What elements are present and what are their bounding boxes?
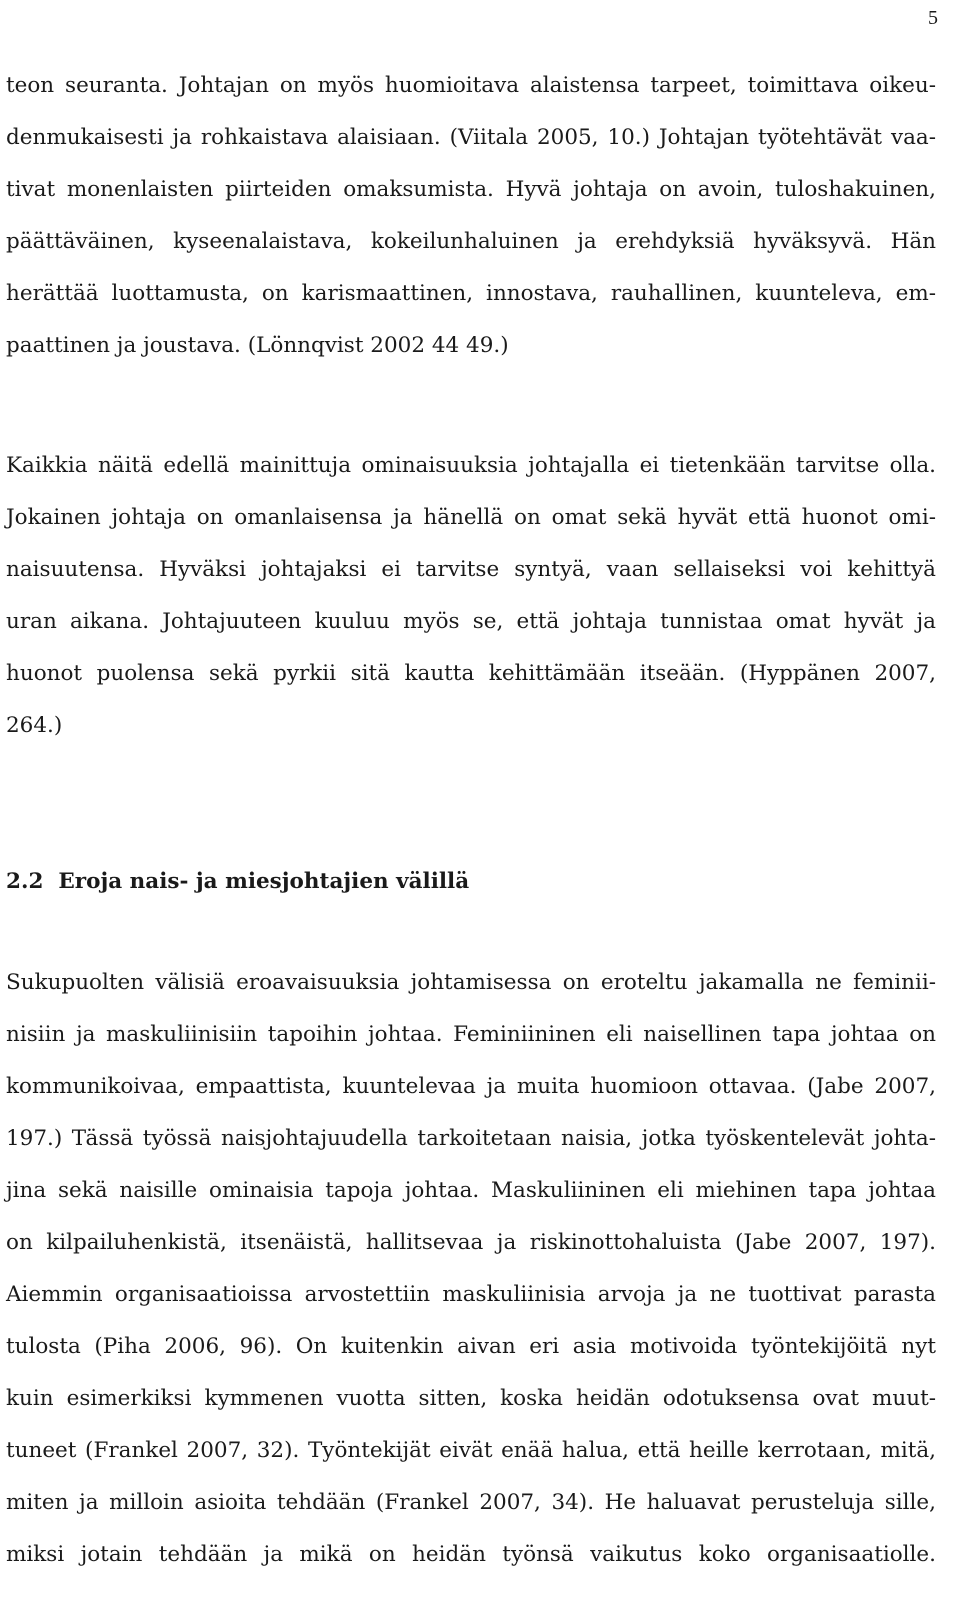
page-number: 5 — [928, 7, 938, 29]
text-line: naisuutensa. Hyväksi johtajaksi ei tarvitse syntyä, vaan sellaiseksi voi kehittyä — [6, 557, 936, 582]
text-line: uran aikana. Johtajuuteen kuuluu myös se, että johtaja tunnistaa omat hyvät ja — [6, 609, 936, 634]
section-number: 2.2 — [6, 869, 44, 894]
text-line: huonot puolensa sekä pyrkii sitä kautta kehittämään itseään. (Hyppänen 2007, — [6, 661, 936, 686]
text-line: 197.) Tässä työssä naisjohtajuudella tarkoitetaan naisia, jotka työskentelevät johta- — [6, 1126, 936, 1151]
text-line: denmukaisesti ja rohkaistava alaisiaan. (Viitala 2005, 10.) Johtajan työtehtävät vaa- — [6, 125, 936, 150]
text-line: teon seuranta. Johtajan on myös huomioitava alaistensa tarpeet, toimittava oikeu- — [6, 73, 936, 98]
text-line: nisiin ja maskuliinisiin tapoihin johtaa. Feminiininen eli naisellinen tapa johtaa on — [6, 1022, 936, 1047]
text-line: miten ja milloin asioita tehdään (Frankel 2007, 34). He haluavat perusteluja sille, — [6, 1490, 936, 1515]
text-line: Sukupuolten välisiä eroavaisuuksia johtamisessa on eroteltu jakamalla ne feminii- — [6, 970, 936, 995]
text-line: miksi jotain tehdään ja mikä on heidän työnsä vaikutus koko organisaatiolle. — [6, 1542, 936, 1567]
text-line: tulosta (Piha 2006, 96). On kuitenkin aivan eri asia motivoida työntekijöitä nyt — [6, 1334, 936, 1359]
text-line: Jokainen johtaja on omanlaisensa ja hänellä on omat sekä hyvät että huonot omi- — [6, 505, 936, 530]
text-line: on kilpailuhenkistä, itsenäistä, hallitsevaa ja riskinottohaluista (Jabe 2007, 197). — [6, 1230, 936, 1255]
paragraph-1 — [6, 60, 936, 372]
section-heading — [6, 862, 469, 902]
text-line: herättää luottamusta, on karismaattinen, innostava, rauhallinen, kuunteleva, em- — [6, 281, 936, 306]
text-line: tivat monenlaisten piirteiden omaksumista. Hyvä johtaja on avoin, tuloshakuinen, — [6, 177, 936, 202]
text-line: kuin esimerkiksi kymmenen vuotta sitten, koska heidän odotuksensa ovat muut- — [6, 1386, 936, 1411]
text-line: paattinen ja joustava. (Lönnqvist 2002 44 49.) — [6, 333, 509, 358]
text-line: tuneet (Frankel 2007, 32). Työntekijät eivät enää halua, että heille kerrotaan, mitä, — [6, 1438, 936, 1463]
text-line: jina sekä naisille ominaisia tapoja johtaa. Maskuliininen eli miehinen tapa johtaa — [6, 1178, 936, 1203]
text-line: 264.) — [6, 713, 63, 738]
paragraph-3 — [6, 957, 936, 1581]
text-line: päättäväinen, kyseenalaistava, kokeilunhaluinen ja erehdyksiä hyväksyvä. Hän — [6, 229, 936, 254]
text-line: Kaikkia näitä edellä mainittuja ominaisuuksia johtajalla ei tietenkään tarvitse olla. — [6, 453, 936, 478]
section-title: Eroja nais- ja miesjohtajien välillä — [58, 869, 470, 894]
text-line: kommunikoivaa, empaattista, kuuntelevaa ja muita huomioon ottavaa. (Jabe 2007, — [6, 1074, 936, 1099]
text-line: Aiemmin organisaatioissa arvostettiin maskuliinisia arvoja ja ne tuottivat parasta — [6, 1282, 936, 1307]
paragraph-2 — [6, 440, 936, 752]
